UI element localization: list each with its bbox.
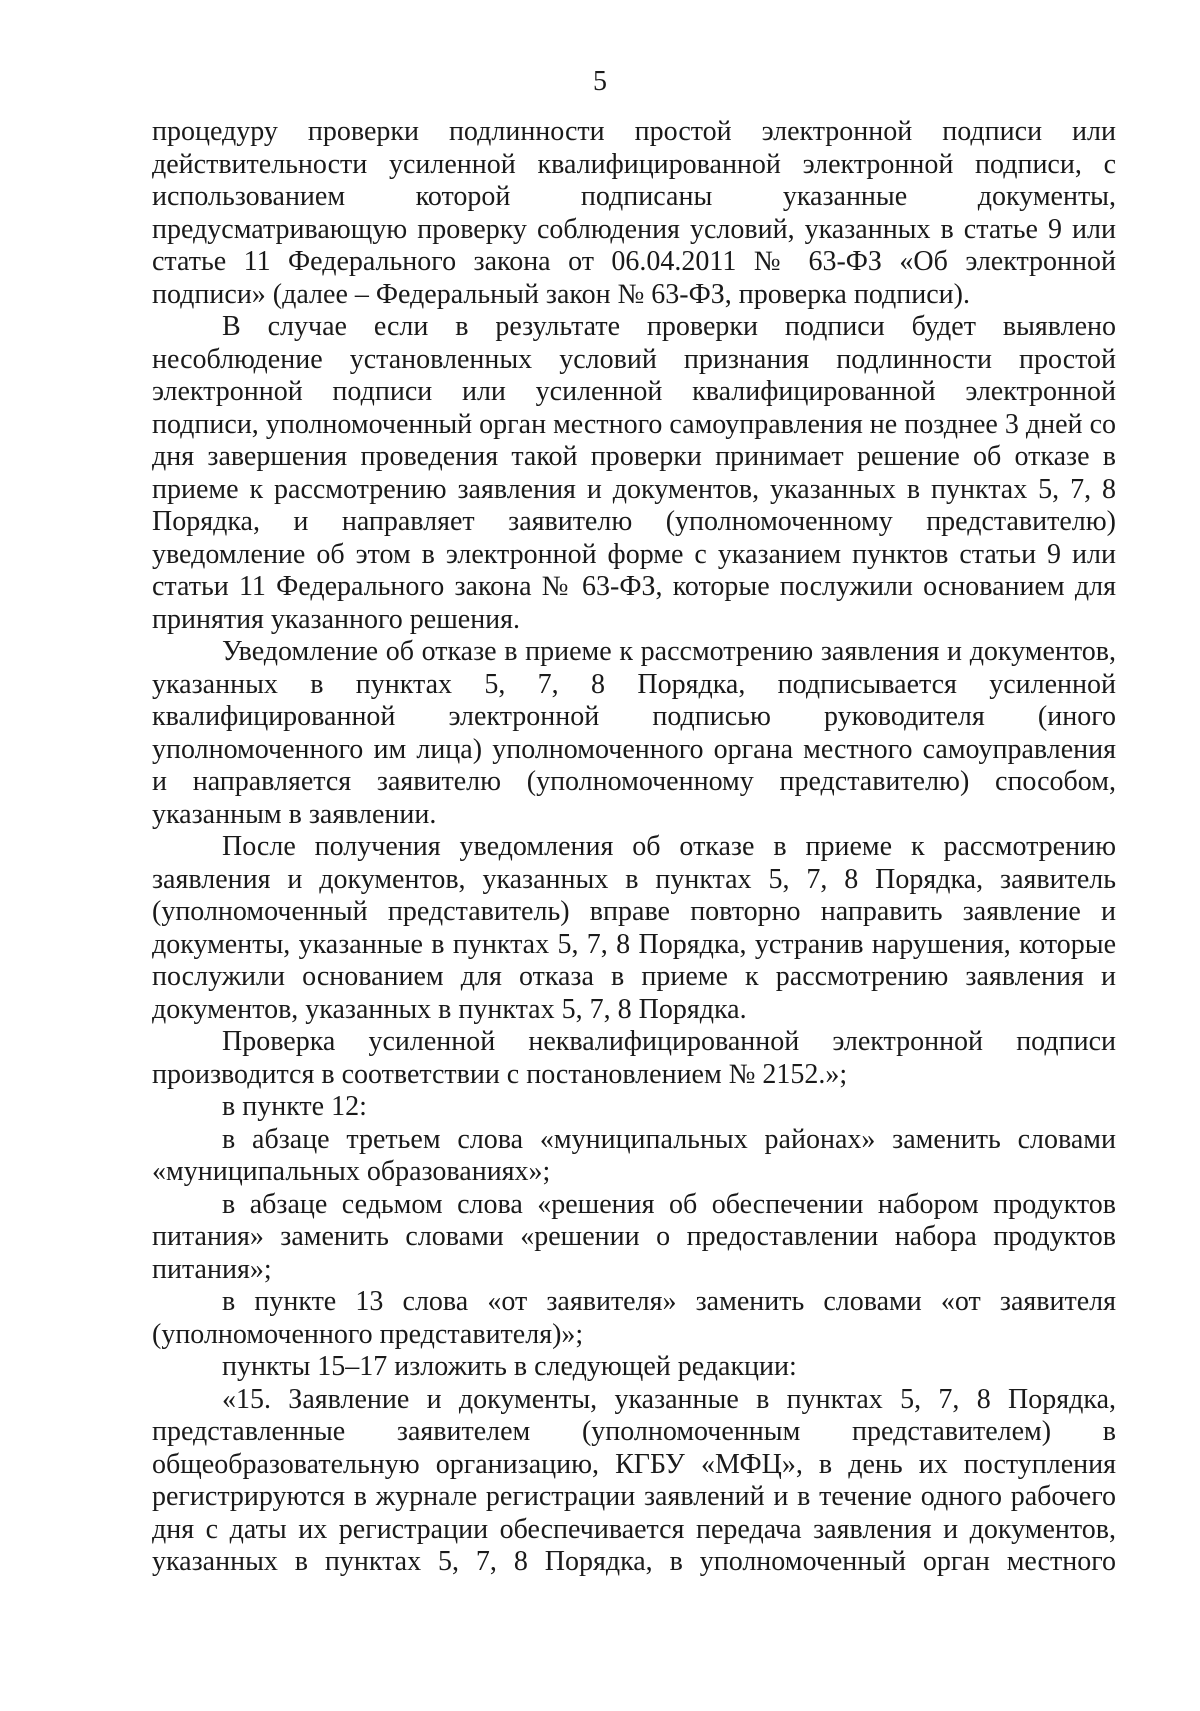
page-number: 5 xyxy=(593,66,607,97)
paragraph-8: в абзаце седьмом слова «решения об обеспечении набором продуктов питания» заменить словами «решении о предоставлении набора продуктов питания»; xyxy=(152,1188,1116,1285)
paragraph-2: В случае если в результате проверки подписи будет выявлено несоблюдение установленных условий признания подлинности простой электронной подписи или усиленной квалифицированной электронной подписи, уполномоченный орган местного самоуправления не позднее 3 дней со дня завершения проведения такой проверки принимает решение об отказе в приеме к рассмотрению заявления и документов, указанных в пунктах 5, 7, 8 Порядка, и направляет заявителю (уполномоченному представителю) уведомление об этом в электронной форме с указанием пунктов статьи 9 или статьи 11 Федерального закона № 63-ФЗ, которые послужили основанием для принятия указанного решения. xyxy=(152,311,1116,635)
paragraph-5: Проверка усиленной неквалифицированной электронной подписи производится в соответствии с постановлением № 2152.»; xyxy=(152,1026,1116,1090)
paragraph-7: в абзаце третьем слова «муниципальных районах» заменить словами «муниципальных образованиях»; xyxy=(152,1123,1116,1187)
paragraph-3: Уведомление об отказе в приеме к рассмотрению заявления и документов, указанных в пунктах 5, 7, 8 Порядка, подписывается усиленной квалифицированной электронной подписью руководителя (иного уполномоченного им лица) уполномоченного органа местного самоуправления и направляется заявителю (уполномоченному представителю) способом, указанным в заявлении. xyxy=(152,636,1116,830)
paragraph-1: процедуру проверки подлинности простой электронной подписи или действительности усиленной квалифицированной электронной подписи, с использованием которой подписаны указанные документы, предусматривающую проверку соблюдения условий, указанных в статье 9 или статье 11 Федерального закона от 06.04.2011 № 63-ФЗ «Об электронной подписи» (далее – Федеральный закон № 63-ФЗ, проверка подписи). xyxy=(152,116,1116,310)
paragraph-4: После получения уведомления об отказе в приеме к рассмотрению заявления и документов, указанных в пунктах 5, 7, 8 Порядка, заявитель (уполномоченный представитель) вправе повторно направить заявление и документы, указанные в пунктах 5, 7, 8 Порядка, устранив нарушения, которые послужили основанием для отказа в приеме к рассмотрению заявления и документов, указанных в пунктах 5, 7, 8 Порядка. xyxy=(152,831,1116,1025)
paragraph-9: в пункте 13 слова «от заявителя» заменить словами «от заявителя (уполномоченного представителя)»; xyxy=(152,1286,1116,1350)
paragraph-11: «15. Заявление и документы, указанные в пунктах 5, 7, 8 Порядка, представленные заявителем (уполномоченным представителем) в общеобразовательную организацию, КГБУ «МФЦ», в день их поступления регистрируются в журнале регистрации заявлений и в течение одного рабочего дня с даты их регистрации обеспечивается передача заявления и документов, указанных в пунктах 5, 7, 8 Порядка, в уполномоченный орган местного xyxy=(152,1383,1116,1577)
paragraph-6: в пункте 12: xyxy=(222,1091,367,1122)
document-body xyxy=(152,116,1116,1579)
paragraph-10: пункты 15–17 изложить в следующей редакции: xyxy=(222,1351,797,1382)
